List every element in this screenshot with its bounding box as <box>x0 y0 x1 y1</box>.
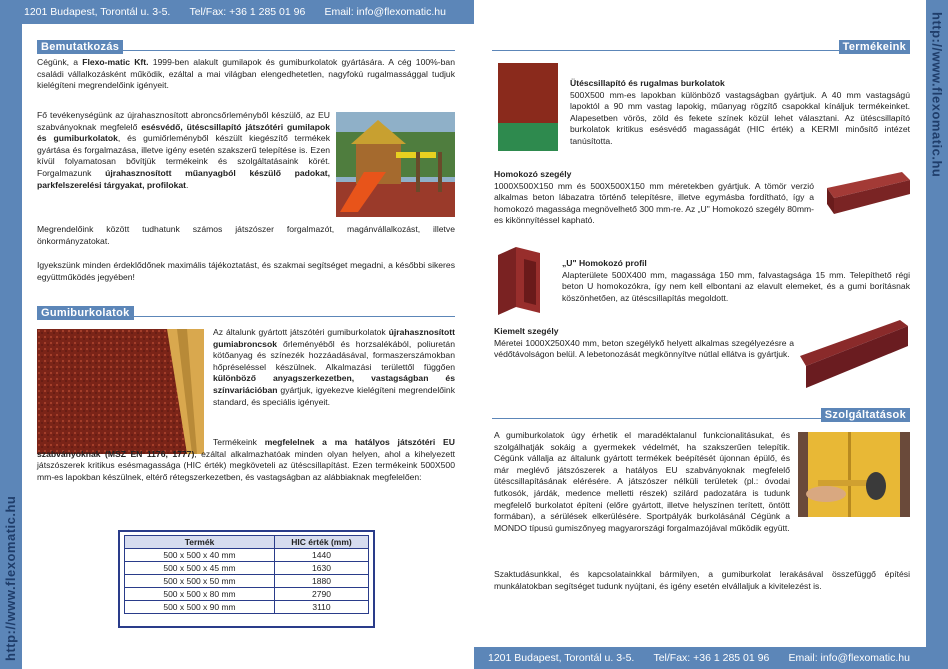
product-1-text: 500X500 mm-es lapokban különböző vastagságban gyártjuk. A 40 mm vastagságú lapoktól a 90 mm vastag lapokig, műanyag rögzítő csapokkal kínáljuk termékeinket. Alapesetben vörös, zöld és fekete színek közül lehet választani. Az ütéscsillapító burkolatok kritikus esésvédő magasságát (HIC érték) a KERMI minősítő intézet tanúsította. <box>570 89 910 146</box>
rubber-tile-photo <box>498 63 558 151</box>
header-bar <box>0 0 474 24</box>
installation-photo <box>798 432 910 517</box>
product-3 <box>562 258 910 304</box>
table-header-hic: HIC érték (mm) <box>275 536 369 549</box>
about-paragraph-2: Fő tevékenységünk az újrahasznosított abroncsőrleményből készülő, az EU szabványoknak megfelelő esésvédő, ütéscsillapító játszótéri gumilapok és gumiburkolatok, és gumiőrleményből készült kiegészítő termékek gyártása és forgalmazása, illetve igény esetén szakszerű telepítése is. Ezen kívül folyamatosan bővítjük termékeink és szolgáltatásaink körét. Forgalmazunk újrahasznosított műanyagból készülő padokat, parkfelszerelési tárgyakat, profilokat. <box>37 110 331 190</box>
about-paragraph-1: Cégünk, a Flexo-matic Kft. 1999-ben alakult gumilapok és gumiburkolatok gyártására. A cég 100%-ban családi vállalkozásként működik, ezáltal a mai világban elengedhetetlen, nagyfokú rugalmassággal tudjuk kielégíteni megrendelőink igényeit. <box>37 57 455 91</box>
right-sidebar <box>926 0 948 669</box>
side-url-left[interactable]: http://www.flexomatic.hu <box>3 495 18 661</box>
product-4-text: Méretei 1000X250X40 mm, beton szegélykő helyett alkalmas szegélyezésre a védőtávolságon belül. A lebetonozását megkönnyítve nútlal ellátva is gyártjuk. <box>494 337 794 360</box>
services-paragraph-1: A gumiburkolatok úgy érhetik el maradéktalanul funkcionalitásukat, és szolgálhatják sokáig a gyermekek védelmét, ha szakszerűen telepítik. Cégünk vállalja az általunk gyártott termékek beépítését újonnan épülő, és már meglévő játszószerek a hatályos EU szabványoknak megfelelő ütéscsillapításának elérésére. A játszószer nélküli területek (pl.: óvodai futkosók, járdák, medence melletti részek) szilárd padozatára is tudunk megfelelő burkolatot építeni (előre gyártott, illetve helyszínen terített, öntött formában), a sérülések elkerülésére. Sportpályák burkolásánál Cégünk a MONDO típusú gumiszőnyeg magyarországi forgalmazójával működik együtt. <box>494 430 790 533</box>
product-3-title: „U" Homokozó profil <box>562 258 647 268</box>
header-phone: Tel/Fax: +36 1 285 01 96 <box>189 6 306 18</box>
left-sidebar <box>0 0 22 669</box>
rubber-paragraph-2: Termékeink megfelelnek a ma hatályos játszótéri EU szabványoknak (MSZ EN 1176, 1777), ezáltal alkalmazhatóak minden olyan helyen, ahol a kihelyezett játszószerek kritikus esésmagassága (HIC érték) megköveteli az ütéscsillapítást. Ezen termékeink 500X500 mm-es lapokban készülnek, eltérő rétegszerkezetben, és vastagságban az alábbiaknak megfelelően: <box>37 437 455 482</box>
hic-table <box>124 535 369 614</box>
section-heading-services: Szolgáltatások <box>492 405 910 419</box>
table-row: 500 x 500 x 90 mm 3110 <box>125 601 369 614</box>
footer-bar <box>474 647 926 669</box>
section-heading-products: Termékeink <box>492 37 910 51</box>
playground-photo <box>336 112 455 217</box>
footer-email[interactable]: Email: info@flexomatic.hu <box>788 652 910 664</box>
u-profile-photo <box>496 245 544 317</box>
section-heading-rubber: Gumiburkolatok <box>37 303 455 317</box>
table-row: 500 x 500 x 40 mm 1440 <box>125 549 369 562</box>
footer-phone: Tel/Fax: +36 1 285 01 96 <box>653 652 770 664</box>
services-paragraph-2: Szaktudásunkkal, és kapcsolatainkkal bármilyen, a gumiburkolat lerakásával összefüggő építési munkálatokban segítséget tudunk nyújtani, és igény esetén elvállaljuk a kivitelezést is. <box>494 569 910 591</box>
product-4-title: Kiemelt szegély <box>494 326 559 336</box>
sandbox-edge-photo <box>822 168 912 218</box>
product-1-title: Ütéscsillapító és rugalmas burkolatok <box>570 78 725 88</box>
product-2-title: Homokozó szegély <box>494 169 572 179</box>
about-paragraph-3: Megrendelőink között tudhatunk számos játszószer forgalmazót, magánvállalkozást, illetve önkormányzatokat. <box>37 224 455 246</box>
table-row: 500 x 500 x 80 mm 2790 <box>125 588 369 601</box>
product-1 <box>570 78 910 148</box>
header-email[interactable]: Email: info@flexomatic.hu <box>324 6 446 18</box>
side-url-right[interactable]: http://www.flexomatic.hu <box>929 12 944 178</box>
curb-edge-photo <box>796 316 912 392</box>
product-2 <box>494 169 814 227</box>
rubber-texture-photo <box>37 329 204 454</box>
table-header-product: Termék <box>125 536 275 549</box>
table-row: 500 x 500 x 45 mm 1630 <box>125 562 369 575</box>
right-page <box>474 0 948 669</box>
rubber-paragraph-1: Az általunk gyártott játszótéri gumiburkolatok újrahasznosított gumiabroncsok őrleményéből és horzsalékából, poliuretán kötőanyag és színezék hozzáadásával, formaszerszámokban hőpréseléssel készülnek. Alkalmazási területtől függően különböző anyagszerkezetben, vastagságban és színvariációban gyártjuk, igyekezve kielégíteni megrendelőink standard, és speciális igényeit. <box>213 327 455 407</box>
table-row: 500 x 500 x 50 mm 1880 <box>125 575 369 588</box>
product-3-text: Alapterülete 500X400 mm, magassága 150 mm, falvastagsága 15 mm. Telepíthető régi beton U homokozókra, így nem kell elbontani az elavult elemeket, és a gumi borításnak köszönhetően, az ütéscsillapítás megoldott. <box>562 269 910 303</box>
about-paragraph-4: Igyekszünk minden érdeklődőnek maximális tájékoztatást, és szakmai segítséget megadni, a későbbi sikeres együttműködés jegyében! <box>37 260 455 282</box>
product-4 <box>494 326 794 361</box>
product-2-text: 1000X500X150 mm és 500X500X150 mm méretekben gyártjuk. A tömör verzió alkalmas beton lábazatra történő telepítésre, illetve egymásba fordítható, így a homokozó magassága megnövelhető 300 mm-re. Az „U" Homokozó szegély 80mm-es kikönnyítéssel kapható. <box>494 180 814 226</box>
header-address: 1201 Budapest, Torontál u. 3-5. <box>24 6 171 18</box>
footer-address: 1201 Budapest, Torontál u. 3-5. <box>488 652 635 664</box>
section-heading-about: Bemutatkozás <box>37 37 455 51</box>
